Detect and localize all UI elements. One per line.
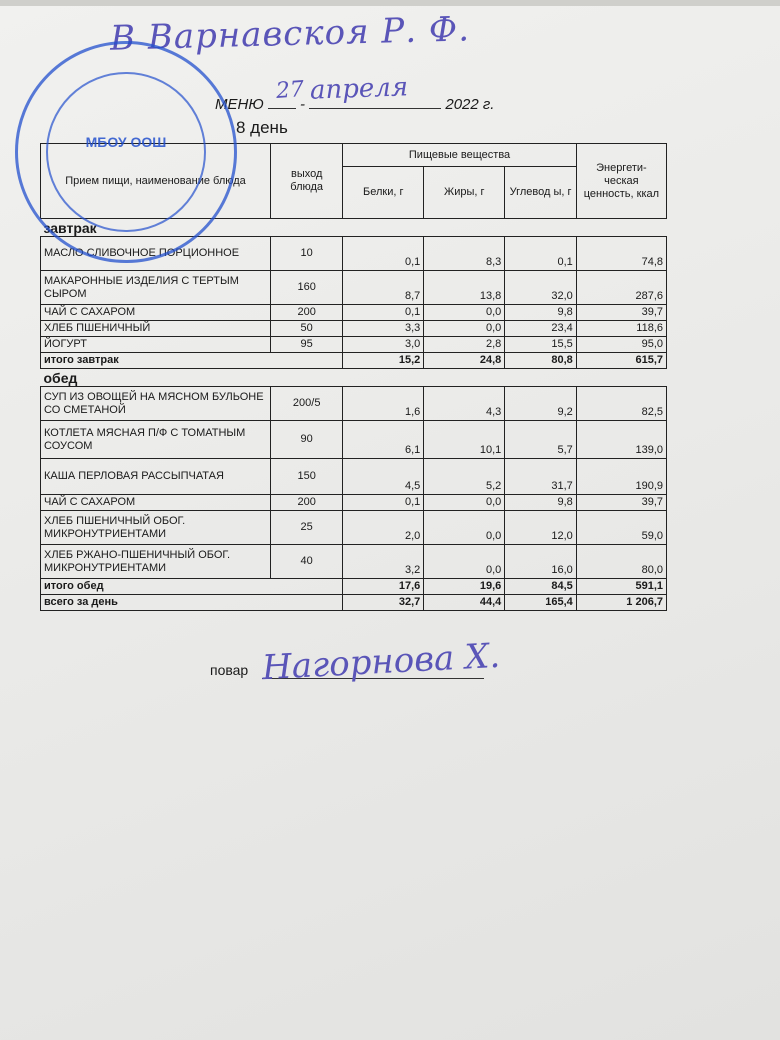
table-row <box>41 511 667 545</box>
day-number-label: 8 день <box>236 118 288 137</box>
day-total-carbs: 165,4 <box>505 595 577 611</box>
dish-fat: 0,0 <box>424 511 505 545</box>
total-label: итого обед <box>41 579 343 595</box>
dish-energy: 80,0 <box>576 545 666 579</box>
dish-name: ХЛЕБ РЖАНО-ПШЕНИЧНЫЙ ОБОГ. МИКРОНУТРИЕНТАМИ <box>41 545 271 579</box>
total-carbs: 84,5 <box>505 579 577 595</box>
total-label: итого завтрак <box>41 353 343 369</box>
dish-output: 50 <box>271 321 343 337</box>
total-carbs: 80,8 <box>505 353 577 369</box>
dish-fat: 4,3 <box>424 387 505 421</box>
dish-energy: 139,0 <box>576 421 666 459</box>
day-total-protein: 32,7 <box>343 595 424 611</box>
dish-carbs: 9,8 <box>505 305 577 321</box>
dish-name: ЧАЙ С САХАРОМ <box>41 305 271 321</box>
dish-carbs: 16,0 <box>505 545 577 579</box>
dish-energy: 287,6 <box>576 271 666 305</box>
dish-energy: 95,0 <box>576 337 666 353</box>
dish-energy: 190,9 <box>576 459 666 495</box>
cook-signature: Нагорнова Х. <box>261 635 501 689</box>
dish-carbs: 5,7 <box>505 421 577 459</box>
col-meal-header: Прием пищи, наименование блюда <box>41 144 271 219</box>
dish-protein: 1,6 <box>343 387 424 421</box>
dish-fat: 5,2 <box>424 459 505 495</box>
dish-output: 200 <box>271 495 343 511</box>
dish-protein: 0,1 <box>343 305 424 321</box>
dish-protein: 6,1 <box>343 421 424 459</box>
cook-label: повар <box>210 662 249 678</box>
dish-name: СУП ИЗ ОВОЩЕЙ НА МЯСНОМ БУЛЬОНЕ СО СМЕТАНОЙ <box>41 387 271 421</box>
dish-output: 25 <box>271 511 343 545</box>
dish-output: 200 <box>271 305 343 321</box>
dish-energy: 59,0 <box>576 511 666 545</box>
menu-label: МЕНЮ <box>215 96 264 113</box>
dish-fat: 8,3 <box>424 237 505 271</box>
menu-date-line: МЕНЮ - 2022 г. <box>215 96 495 113</box>
dish-fat: 10,1 <box>424 421 505 459</box>
dish-protein: 2,0 <box>343 511 424 545</box>
dish-protein: 0,1 <box>343 237 424 271</box>
dish-protein: 4,5 <box>343 459 424 495</box>
total-fat: 24,8 <box>424 353 505 369</box>
dish-carbs: 23,4 <box>505 321 577 337</box>
dish-output: 40 <box>271 545 343 579</box>
total-energy: 615,7 <box>576 353 666 369</box>
col-fat-header: Жиры, г <box>424 167 505 219</box>
seal-inner-ring <box>46 72 206 232</box>
dish-name: МАКАРОННЫЕ ИЗДЕЛИЯ С ТЕРТЫМ СЫРОМ <box>41 271 271 305</box>
dish-fat: 0,0 <box>424 321 505 337</box>
dish-fat: 0,0 <box>424 495 505 511</box>
lunch-section-label: обед <box>43 370 78 386</box>
col-protein-header: Белки, г <box>343 167 424 219</box>
total-protein: 17,6 <box>343 579 424 595</box>
dish-protein: 3,0 <box>343 337 424 353</box>
dish-energy: 118,6 <box>576 321 666 337</box>
dish-carbs: 31,7 <box>505 459 577 495</box>
col-nutrients-header: Пищевые вещества <box>343 144 577 167</box>
dish-protein: 3,2 <box>343 545 424 579</box>
handwritten-day: 27 <box>275 77 305 104</box>
dish-output: 10 <box>271 237 343 271</box>
dish-fat: 0,0 <box>424 545 505 579</box>
dish-carbs: 12,0 <box>505 511 577 545</box>
day-total-fat: 44,4 <box>424 595 505 611</box>
table-row <box>41 321 667 337</box>
dish-name: МАСЛО СЛИВОЧНОЕ ПОРЦИОННОЕ <box>41 237 271 271</box>
dish-energy: 39,7 <box>576 495 666 511</box>
dish-name: ЙОГУРТ <box>41 337 271 353</box>
dish-carbs: 9,2 <box>505 387 577 421</box>
dish-output: 95 <box>271 337 343 353</box>
breakfast-total-row <box>41 353 667 369</box>
day-total-energy: 1 206,7 <box>576 595 666 611</box>
day-total-row <box>41 595 667 611</box>
col-carbs-header: Углевод ы, г <box>505 167 577 219</box>
dish-energy: 74,8 <box>576 237 666 271</box>
dish-protein: 3,3 <box>343 321 424 337</box>
dish-carbs: 9,8 <box>505 495 577 511</box>
dish-name: КАША ПЕРЛОВАЯ РАССЫПЧАТАЯ <box>41 459 271 495</box>
dish-carbs: 15,5 <box>505 337 577 353</box>
lunch-total-row <box>41 579 667 595</box>
table-row <box>41 495 667 511</box>
table-row <box>41 421 667 459</box>
dish-output: 200/5 <box>271 387 343 421</box>
dish-energy: 82,5 <box>576 387 666 421</box>
document-page <box>0 6 780 1040</box>
total-protein: 15,2 <box>343 353 424 369</box>
handwritten-month: апреля <box>309 72 409 106</box>
table-row <box>41 387 667 421</box>
dish-output: 150 <box>271 459 343 495</box>
dish-fat: 0,0 <box>424 305 505 321</box>
dish-fat: 13,8 <box>424 271 505 305</box>
table-row <box>41 305 667 321</box>
dish-name: ЧАЙ С САХАРОМ <box>41 495 271 511</box>
table-row <box>41 337 667 353</box>
dish-output: 90 <box>271 421 343 459</box>
year-suffix: 2022 г. <box>445 96 495 113</box>
dish-carbs: 0,1 <box>505 237 577 271</box>
dish-fat: 2,8 <box>424 337 505 353</box>
dish-name: ХЛЕБ ПШЕНИЧНЫЙ ОБОГ. МИКРОНУТРИЕНТАМИ <box>41 511 271 545</box>
official-seal-icon <box>15 41 237 263</box>
handwritten-school-title: В Варнавскоя Р. Ф. <box>109 9 471 59</box>
col-output-header: выход блюда <box>271 144 343 219</box>
table-row <box>41 271 667 305</box>
dish-protein: 0,1 <box>343 495 424 511</box>
dish-output: 160 <box>271 271 343 305</box>
total-energy: 591,1 <box>576 579 666 595</box>
dish-energy: 39,7 <box>576 305 666 321</box>
total-fat: 19,6 <box>424 579 505 595</box>
dish-carbs: 32,0 <box>505 271 577 305</box>
seal-text: МБОУ ООШ <box>85 134 167 150</box>
dish-name: ХЛЕБ ПШЕНИЧНЫЙ <box>41 321 271 337</box>
table-row <box>41 545 667 579</box>
lunch-section-row <box>41 369 667 387</box>
col-energy-header: Энергети-ческая ценность, ккал <box>576 144 666 219</box>
table-row <box>41 459 667 495</box>
day-total-label: всего за день <box>41 595 343 611</box>
dish-name: КОТЛЕТА МЯСНАЯ П/Ф С ТОМАТНЫМ СОУСОМ <box>41 421 271 459</box>
dish-protein: 8,7 <box>343 271 424 305</box>
breakfast-section-label: завтрак <box>43 220 97 236</box>
